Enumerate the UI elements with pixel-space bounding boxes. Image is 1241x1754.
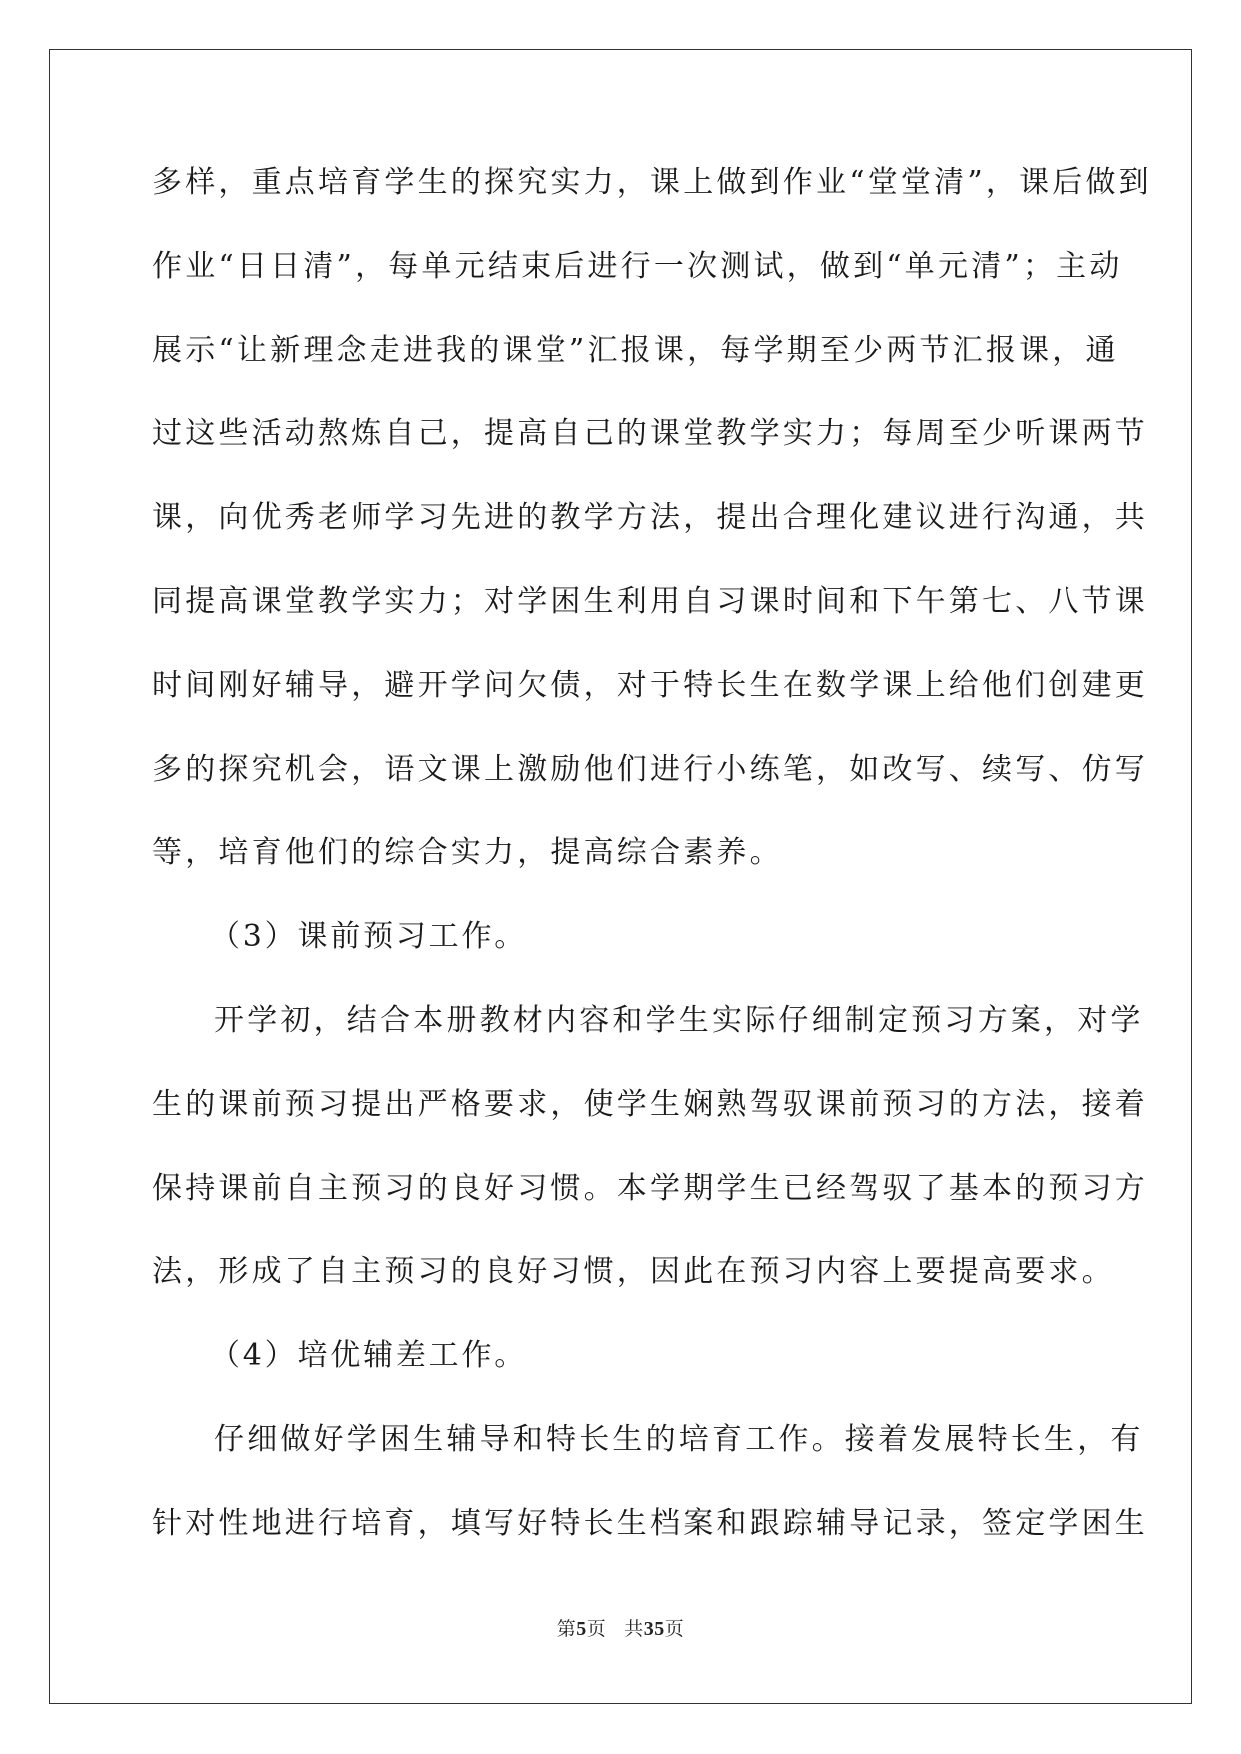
body-line: 生的课前预习提出严格要求，使学生娴熟驾驭课前预习的方法，接着 [152, 1086, 1148, 1122]
body-line: 保持课前自主预习的良好习惯。本学期学生已经驾驭了基本的预习方 [152, 1170, 1148, 1206]
body-line: 等，培育他们的综合实力，提高综合素养。 [152, 835, 783, 871]
footer-total-prefix: 共 [624, 1618, 644, 1640]
body-line: 过这些活动熬炼自己，提高自己的课堂教学实力；每周至少听课两节 [152, 416, 1148, 452]
body-line: 法，形成了自主预习的良好习惯，因此在预习内容上要提高要求。 [152, 1254, 1115, 1290]
body-line: 多样，重点培育学生的探究实力，课上做到作业“堂堂清”，课后做到 [152, 165, 1152, 200]
body-line: 针对性地进行培育，填写好特长生档案和跟踪辅导记录，签定学困生 [152, 1505, 1148, 1541]
body-line: 多的探究机会，语文课上激励他们进行小练笔，如改写、续写、仿写 [152, 751, 1148, 787]
body-line: 作业“日日清”，每单元结束后进行一次测试，做到“单元清”；主动 [152, 248, 1123, 284]
paragraph-first-line: 开学初，结合本册教材内容和学生实际仔细制定预习方案，对学 [214, 1002, 1144, 1038]
footer-prefix: 第 [556, 1618, 577, 1640]
body-line: 展示“让新理念走进我的课堂”汇报课，每学期至少两节汇报课，通 [152, 332, 1119, 368]
current-page-number: 5 [576, 1618, 587, 1640]
body-line: 时间刚好辅导，避开学问欠债，对于特长生在数学课上给他们创建更 [152, 667, 1148, 703]
section-heading: （4）培优辅差工作。 [210, 1338, 528, 1374]
paragraph-first-line: 仔细做好学困生辅导和特长生的培育工作。接着发展特长生，有 [214, 1421, 1144, 1457]
total-page-count: 35 [643, 1618, 665, 1640]
page-number-footer [0, 1614, 1241, 1641]
body-line: 同提高课堂教学实力；对学困生利用自习课时间和下午第七、八节课 [152, 583, 1148, 619]
footer-page-suffix: 页 [586, 1618, 607, 1640]
body-line: 课，向优秀老师学习先进的教学方法，提出合理化建议进行沟通，共 [152, 500, 1148, 536]
footer-total-suffix: 页 [664, 1618, 685, 1640]
document-body [152, 163, 1152, 1588]
section-heading: （3）课前预习工作。 [210, 919, 528, 955]
